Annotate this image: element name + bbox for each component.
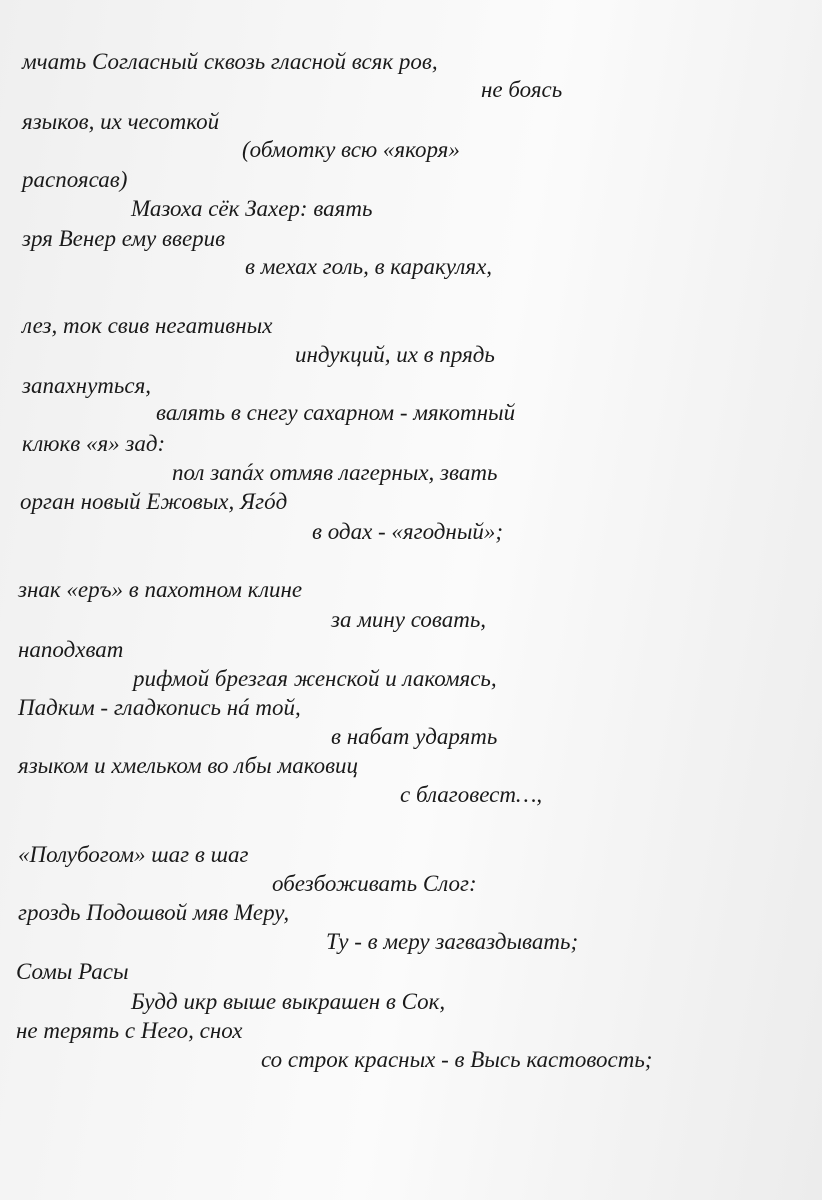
poem-line: распоясав): [22, 167, 128, 192]
poem-line: Падким - гладкопись нá той,: [18, 695, 301, 720]
poem-line: обезбоживать Слог:: [272, 871, 477, 896]
poem-line: не терять с Него, снох: [16, 1018, 243, 1043]
poem-line: за мину совать,: [331, 607, 487, 632]
poem-line: лез, ток свив негативных: [22, 313, 273, 338]
poem-line: «Полубогом» шаг в шаг: [18, 842, 249, 867]
poem-line: Сомы Расы: [16, 959, 129, 984]
poem-line: рифмой брезгая женской и лакомясь,: [133, 666, 497, 691]
poem-line: в мехах голь, в каракулях,: [245, 254, 493, 279]
poem-line: пол запáх отмяв лагерных, звать: [172, 460, 498, 485]
poem-line: языком и хмельком во лбы маковиц: [18, 753, 359, 778]
poem-line: языков, их чесоткой: [22, 109, 220, 134]
poem-line: Будд икр выше выкрашен в Сок,: [131, 989, 446, 1014]
poem-line: клюкв «я» зад:: [22, 431, 166, 456]
poem-line: мчать Согласный сквозь гласной всяк ров,: [22, 49, 438, 74]
poem-line: (обмотку всю «якоря»: [242, 137, 460, 162]
poem-line: в набат ударять: [331, 724, 498, 749]
poem-line: наподхват: [18, 637, 124, 662]
poem-line: со строк красных - в Высь кастовость;: [261, 1047, 653, 1072]
poem-line: Мазоха сёк Захер: ваять: [131, 196, 373, 221]
poem-line: знак «еръ» в пахотном клине: [18, 577, 303, 602]
poem-line: валять в снегу сахарном - мякотный: [156, 400, 516, 425]
poem-line: запахнуться,: [22, 373, 152, 398]
poem-line: с благовест…,: [400, 782, 543, 807]
poem-line: Ту - в меру загваздывать;: [326, 929, 579, 954]
poem-line: не боясь: [481, 77, 563, 102]
poem-line: орган новый Ежовых, Ягóд: [20, 489, 288, 514]
poem-line: в одах - «ягодный»;: [312, 519, 504, 544]
poem-line: индукций, их в прядь: [295, 342, 495, 367]
poem-line: гроздь Подошвой мяв Меру,: [18, 900, 290, 925]
poem-line: зря Венер ему вверив: [22, 226, 226, 251]
